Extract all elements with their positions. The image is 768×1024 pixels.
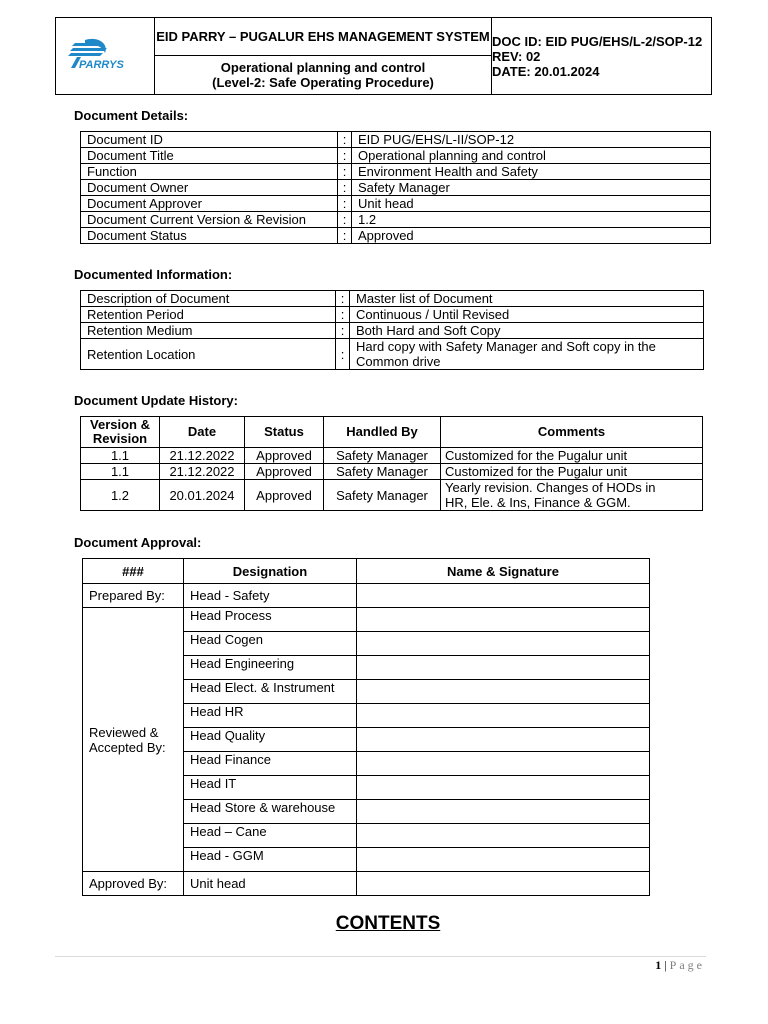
signature-field[interactable] xyxy=(357,824,650,848)
colon-separator: : xyxy=(336,291,350,307)
approved-designation: Unit head xyxy=(184,872,357,896)
history-version: 1.2 xyxy=(81,480,160,511)
colon-separator: : xyxy=(338,196,352,212)
document-details-value xyxy=(352,196,711,212)
document-details-row xyxy=(81,148,711,164)
approval-header: ### xyxy=(83,559,184,584)
approval-row-prepared xyxy=(83,584,650,608)
contents-heading: CONTENTS xyxy=(335,913,441,934)
document-details-label: Document Approver xyxy=(81,196,338,212)
history-row xyxy=(81,448,703,464)
document-details-label: Function xyxy=(81,164,338,180)
document-details-value xyxy=(352,180,711,196)
document-details-value-text: Safety Manager xyxy=(358,180,450,195)
documented-information-value-text: Hard copy with Safety Manager and Soft copy in the xyxy=(356,339,656,354)
history-header: Status xyxy=(245,417,324,448)
history-date: 21.12.2022 xyxy=(160,448,245,464)
document-details-heading: Document Details: xyxy=(74,108,189,123)
system-title-cell xyxy=(155,18,492,56)
document-details-row xyxy=(81,164,711,180)
document-details-label: Document ID xyxy=(81,132,338,148)
footer-divider xyxy=(55,956,706,957)
signature-field[interactable] xyxy=(357,704,650,728)
colon-separator: : xyxy=(338,148,352,164)
documented-information-value-text: Continuous / Until Revised xyxy=(356,307,510,322)
document-details-row xyxy=(81,212,711,228)
colon-separator: : xyxy=(338,212,352,228)
document-approval-table xyxy=(82,558,650,896)
reviewer-designation: Head Cogen xyxy=(184,632,357,656)
documented-information-row xyxy=(81,339,704,370)
history-status: Approved xyxy=(245,480,324,511)
signature-field[interactable] xyxy=(357,680,650,704)
reviewer-designation: Head HR xyxy=(184,704,357,728)
documented-information-label: Retention Location xyxy=(81,339,336,370)
document-details-value-text: 1.2 xyxy=(358,212,377,227)
documented-information-value xyxy=(350,291,704,307)
documented-information-row xyxy=(81,291,704,307)
documented-information-value-text: Master list of Document xyxy=(356,291,493,306)
approval-header: Name & Signature xyxy=(357,559,650,584)
logo-text: PARRYS xyxy=(79,58,124,71)
system-title: EID PARRY – PUGALUR EHS MANAGEMENT SYSTEM xyxy=(156,29,490,44)
signature-field[interactable] xyxy=(357,848,650,872)
reviewer-designation: Head Finance xyxy=(184,752,357,776)
document-details-row xyxy=(81,196,711,212)
approval-row-reviewer xyxy=(83,608,650,632)
page-separator: | xyxy=(661,958,670,972)
document-details-row xyxy=(81,180,711,196)
document-details-value-text: Environment Health and Safety xyxy=(358,164,538,179)
page-number xyxy=(655,958,705,973)
approved-by-label: Approved By: xyxy=(83,872,184,896)
history-header: Version & Revision xyxy=(81,417,160,448)
colon-separator: : xyxy=(338,132,352,148)
documented-information-row xyxy=(81,307,704,323)
document-subtitle: Operational planning and control xyxy=(220,60,426,75)
subtitle-cell xyxy=(155,56,492,95)
reviewer-designation: Head IT xyxy=(184,776,357,800)
reviewed-by-line1: Reviewed & xyxy=(89,724,159,740)
logo-cell xyxy=(56,18,155,95)
signature-field[interactable] xyxy=(357,800,650,824)
document-level: (Level-2: Safe Operating Procedure) xyxy=(212,75,434,90)
documented-information-value-text: Both Hard and Soft Copy xyxy=(356,323,501,338)
signature-field[interactable] xyxy=(357,656,650,680)
history-version: 1.1 xyxy=(81,448,160,464)
document-details-label: Document Owner xyxy=(81,180,338,196)
signature-field[interactable] xyxy=(357,776,650,800)
history-comment-text-cont: HR, Ele. & Ins, Finance & GGM. xyxy=(445,495,631,510)
prepared-by-label: Prepared By: xyxy=(83,584,184,608)
history-status: Approved xyxy=(245,464,324,480)
colon-separator: : xyxy=(338,180,352,196)
documented-information-row xyxy=(81,323,704,339)
update-history-table xyxy=(80,416,703,511)
documented-information-value xyxy=(350,323,704,339)
document-details-value-text: Operational planning and control xyxy=(358,148,546,163)
document-meta xyxy=(492,18,712,95)
history-comments xyxy=(441,448,703,464)
revision: REV: 02 xyxy=(492,48,541,64)
prepared-designation: Head - Safety xyxy=(184,584,357,608)
documented-information-value xyxy=(350,339,704,370)
history-handled-by: Safety Manager xyxy=(324,480,441,511)
update-history-heading: Document Update History: xyxy=(74,393,238,408)
history-row xyxy=(81,480,703,511)
document-details-value xyxy=(352,148,711,164)
colon-separator: : xyxy=(336,323,350,339)
parrys-logo xyxy=(67,37,143,73)
page-label: Page xyxy=(669,958,705,972)
documented-information-value xyxy=(350,307,704,323)
document-details-value-text: Unit head xyxy=(358,196,414,211)
reviewed-by-line2: Accepted By: xyxy=(89,739,166,755)
signature-field[interactable] xyxy=(357,872,650,896)
document-details-value xyxy=(352,212,711,228)
document-details-value xyxy=(352,228,711,244)
reviewer-designation: Head Process xyxy=(184,608,357,632)
document-details-value-text: Approved xyxy=(358,228,414,243)
history-comment-text: Customized for the Pugalur unit xyxy=(445,464,628,479)
reviewer-designation: Head Elect. & Instrument xyxy=(184,680,357,704)
colon-separator: : xyxy=(336,307,350,323)
history-row xyxy=(81,464,703,480)
history-date: 20.01.2024 xyxy=(160,480,245,511)
documented-information-label: Retention Period xyxy=(81,307,336,323)
approval-row-approved xyxy=(83,872,650,896)
documented-information-label: Description of Document xyxy=(81,291,336,307)
doc-date: DATE: 20.01.2024 xyxy=(492,63,600,79)
signature-field[interactable] xyxy=(357,608,650,632)
document-details-value-text: EID PUG/EHS/L-II/SOP-12 xyxy=(358,132,515,147)
history-status: Approved xyxy=(245,448,324,464)
document-details-label: Document Title xyxy=(81,148,338,164)
history-header: Handled By xyxy=(324,417,441,448)
history-header: Comments xyxy=(441,417,703,448)
doc-id: DOC ID: EID PUG/EHS/L-2/SOP-12 xyxy=(492,33,703,49)
reviewer-designation: Head Engineering xyxy=(184,656,357,680)
colon-separator: : xyxy=(338,228,352,244)
document-details-row xyxy=(81,132,711,148)
history-version: 1.1 xyxy=(81,464,160,480)
documented-information-value-text-cont: Common drive xyxy=(356,354,441,369)
history-header: Date xyxy=(160,417,245,448)
documented-information-table xyxy=(80,290,704,370)
documented-information-label: Retention Medium xyxy=(81,323,336,339)
approval-header: Designation xyxy=(184,559,357,584)
signature-field[interactable] xyxy=(357,584,650,608)
reviewed-by-label xyxy=(83,608,184,872)
reviewer-designation: Head – Cane xyxy=(184,824,357,848)
reviewer-designation: Head Store & warehouse xyxy=(184,800,357,824)
signature-field[interactable] xyxy=(357,752,650,776)
history-comment-text: Yearly revision. Changes of HODs in xyxy=(445,480,656,495)
documented-information-heading: Documented Information: xyxy=(74,267,233,282)
document-details-label: Document Status xyxy=(81,228,338,244)
history-handled-by: Safety Manager xyxy=(324,448,441,464)
history-date: 21.12.2022 xyxy=(160,464,245,480)
document-header xyxy=(55,17,712,95)
history-comment-text: Customized for the Pugalur unit xyxy=(445,448,628,463)
document-approval-heading: Document Approval: xyxy=(74,535,202,550)
page-number-value: 1 xyxy=(655,958,662,972)
document-details-label: Document Current Version & Revision xyxy=(81,212,338,228)
reviewer-designation: Head Quality xyxy=(184,728,357,752)
signature-field[interactable] xyxy=(357,632,650,656)
document-details-table xyxy=(80,131,711,244)
history-handled-by: Safety Manager xyxy=(324,464,441,480)
history-comments xyxy=(441,464,703,480)
history-comments xyxy=(441,480,703,511)
colon-separator: : xyxy=(338,164,352,180)
colon-separator: : xyxy=(336,339,350,370)
document-details-value xyxy=(352,132,711,148)
reviewer-designation: Head - GGM xyxy=(184,848,357,872)
signature-field[interactable] xyxy=(357,728,650,752)
document-details-row xyxy=(81,228,711,244)
document-details-value xyxy=(352,164,711,180)
